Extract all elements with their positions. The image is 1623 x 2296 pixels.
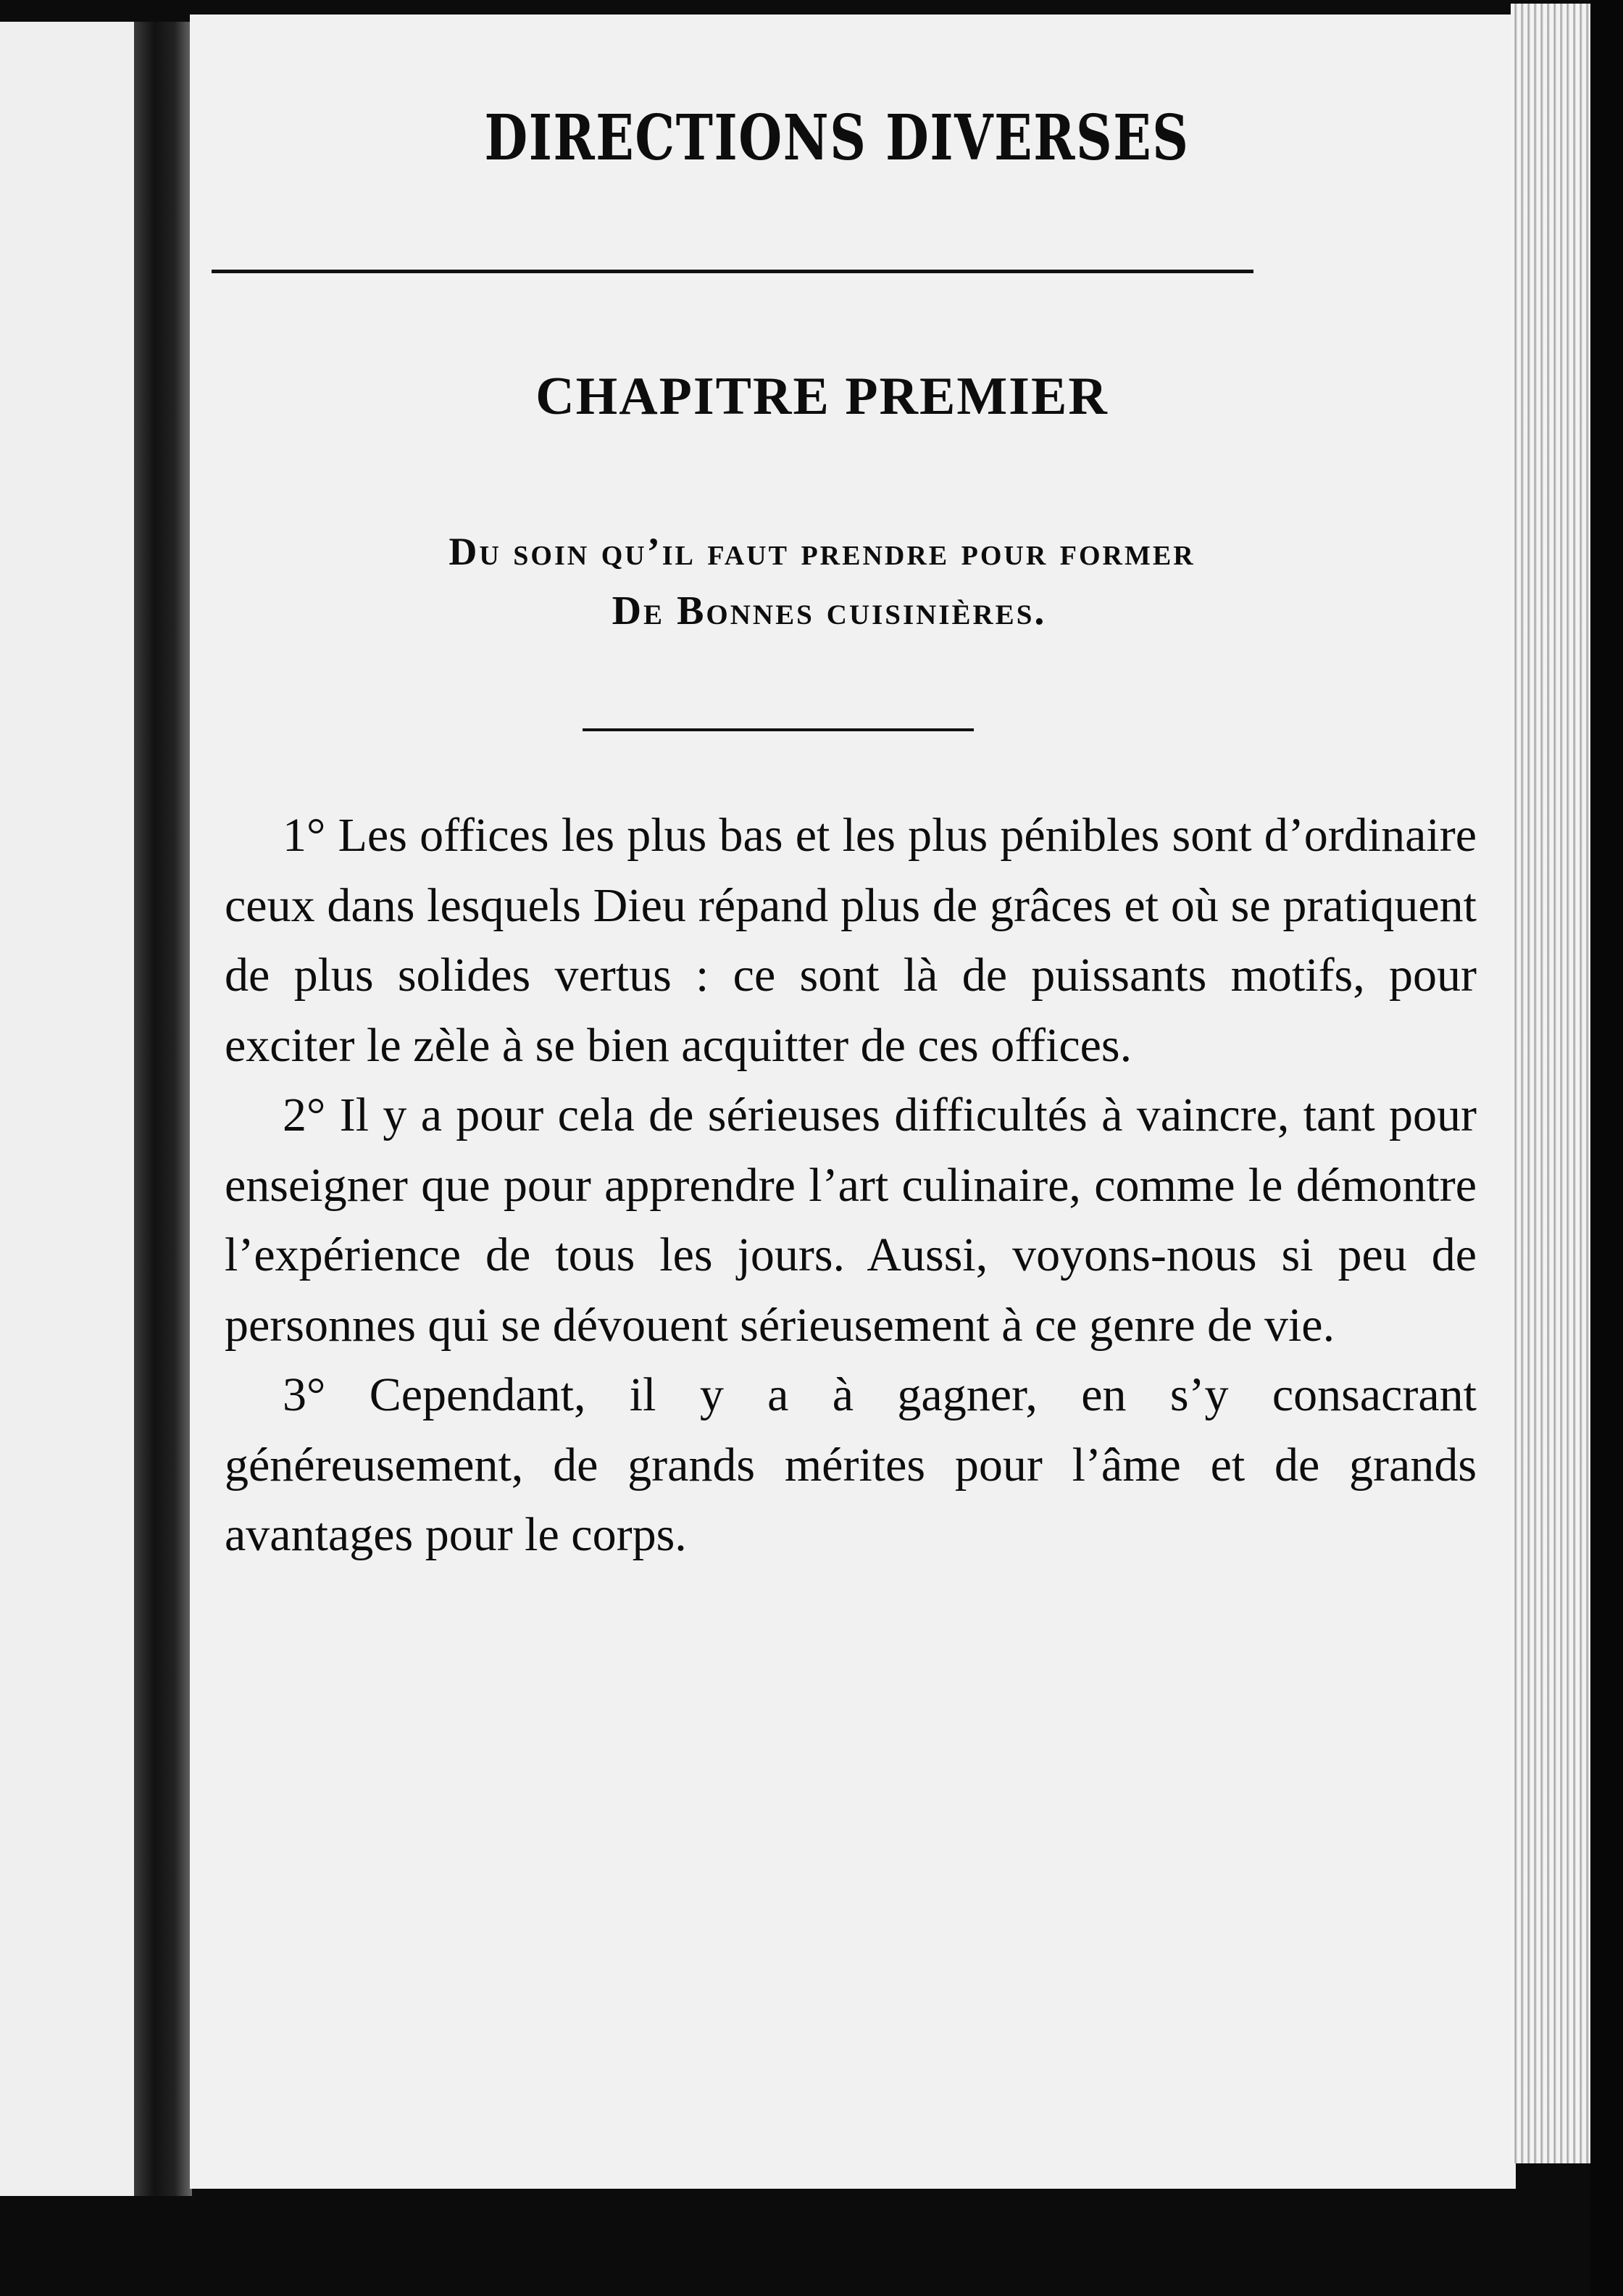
paragraph-2: 2° Il y a pour cela de sérieuses difficultés à vaincre, tant pour enseigner que pour apprendre l’art culinaire, comme le démontre l’expérience de tous les jours. Aussi, voyons-nous si peu de personnes qui se dévouent sérieusement à ce genre de vie.: [225, 1089, 1477, 1352]
scan-border: [1590, 0, 1623, 2296]
title-rule: [212, 270, 1253, 273]
facing-page-edge: [0, 22, 138, 2196]
page-stack-edges: [1511, 4, 1594, 2163]
paragraph-1: 1° Les offices les plus bas et les plus pénibles sont d’ordinaire ceux dans lesquels Dieu répand plus de grâces et où se pratiquent de plus solides vertus : ce sont là de puissants motifs, pour exciter le zèle à se bien acquitter de ces offices.: [225, 809, 1477, 1072]
paragraph-3: 3° Cependant, il y a à gagner, en s’y consacrant généreusement, de grands mérites pour l’âme et de grands avantages pour le corps.: [225, 1368, 1477, 1561]
book-page: [190, 14, 1516, 2189]
chapter-subtitle-line-2: De Bonnes cuisinières.: [612, 588, 1047, 633]
running-title: DIRECTIONS DIVERSES: [484, 101, 1190, 175]
body-text: [225, 801, 1477, 1571]
chapter-subtitle: [190, 522, 1454, 641]
section-rule: [583, 728, 974, 731]
book-gutter: [134, 22, 192, 2196]
chapter-heading: CHAPITRE PREMIER: [535, 367, 1109, 426]
chapter-subtitle-line-1: Du soin qu’il faut prendre pour former: [448, 530, 1196, 573]
